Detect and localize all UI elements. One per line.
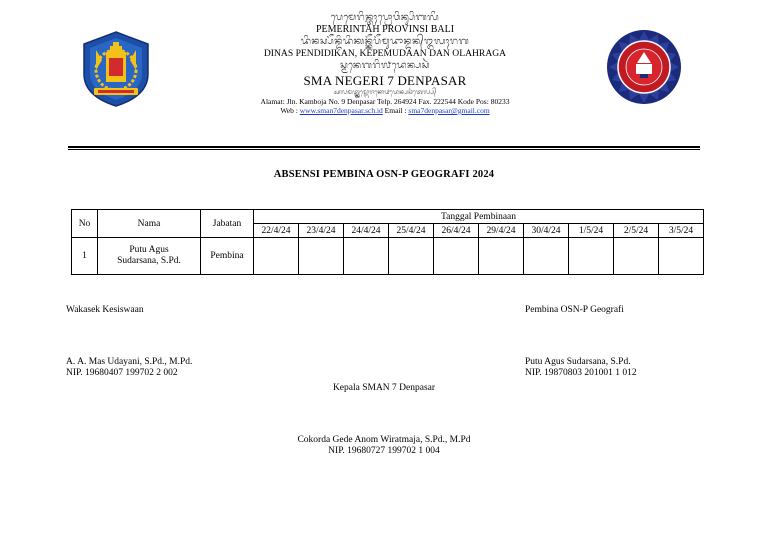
- school-name: SMA NEGERI 7 DENPASAR: [303, 73, 467, 88]
- attendance-table: [71, 209, 704, 275]
- signature-right-role: Pembina OSN-P Geografi: [525, 305, 624, 315]
- signature-right-name: Putu Agus Sudarsana, S.Pd.: [525, 357, 631, 367]
- header-name: Nama: [98, 210, 201, 238]
- signature-left-nip: NIP. 19680407 199702 2 002: [66, 368, 178, 378]
- header-date: 24/4/24: [344, 224, 389, 238]
- attendance-cell[interactable]: [434, 238, 479, 275]
- attendance-cell[interactable]: [659, 238, 704, 275]
- school-address: Alamat: Jln. Kamboja No. 9 Denpasar Telp. 264924 Fax. 222544 Kode Pos: 80233: [260, 97, 510, 106]
- website-link[interactable]: www.sman7denpasar.sch.id: [299, 106, 383, 115]
- email-label: Email :: [382, 106, 409, 115]
- attendance-cell[interactable]: [614, 238, 659, 275]
- balinese-script-address: ᬅᬮᬫᬢ᭄ᬚ᭄ᬮ᭄ᬓᬫ᭄ᬩᭀᬚᬦᭀ᭙ᬤᬾᬦ᭄ᬧᬲᬃᬢᬾᬮ᭄ᬧ᭄: [333, 89, 437, 96]
- balinese-script-line: ᬤᬶᬦᬲ᭄ᬧᭂᬦ᭄ᬤᬶᬤᬶᬓᬦ᭄ᬓᭂᬧᭂᬫᬸᬤᬵᬦ᭄ᬤᬦ᭄ᬑᬮᬄᬭᬕ: [300, 36, 470, 47]
- header-date: 23/4/24: [299, 224, 344, 238]
- header-date: 30/4/24: [524, 224, 569, 238]
- header-date: 26/4/24: [434, 224, 479, 238]
- header-date: 3/5/24: [659, 224, 704, 238]
- letterhead: [200, 12, 570, 115]
- department-name: DINAS PENDIDIKAN, KEPEMUDAAN DAN OLAHRAGA: [263, 48, 507, 59]
- signature-left-block: [66, 357, 192, 379]
- attendance-cell[interactable]: [524, 238, 569, 275]
- signature-center-name: Cokorda Gede Anom Wiratmaja, S.Pd., M.Pd: [297, 435, 471, 445]
- web-label: Web :: [280, 106, 300, 115]
- signature-right-nip: NIP. 19870803 201001 1 012: [525, 368, 637, 378]
- signature-center-nip: NIP. 19680727 199702 1 004: [328, 446, 440, 456]
- table-header-row: [72, 210, 704, 224]
- header-date: 29/4/24: [479, 224, 524, 238]
- header-date: 1/5/24: [569, 224, 614, 238]
- school-contact: [200, 106, 570, 115]
- header-no: No: [72, 210, 98, 238]
- signature-left-name: A. A. Mas Udayani, S.Pd., M.Pd.: [66, 357, 193, 367]
- letterhead-rule-thick: [68, 146, 700, 148]
- bali-province-emblem-icon: [80, 30, 152, 108]
- header-date: 2/5/24: [614, 224, 659, 238]
- cell-name-line: Putu Agus: [129, 245, 169, 255]
- balinese-script-line: ᬲ᭄ᬫᬦᬾᬕᬭᬶ᭗ᬤᬾᬦ᭄ᬧᬲᬃ: [340, 60, 430, 71]
- cell-name: [98, 238, 201, 275]
- document-title: ABSENSI PEMBINA OSN-P GEOGRAFI 2024: [273, 169, 495, 180]
- signature-right-block: [525, 357, 637, 379]
- signature-center-block: [0, 435, 768, 457]
- attendance-cell[interactable]: [344, 238, 389, 275]
- attendance-cell[interactable]: [479, 238, 524, 275]
- cell-no: 1: [72, 238, 98, 275]
- attendance-cell[interactable]: [569, 238, 614, 275]
- attendance-cell[interactable]: [389, 238, 434, 275]
- government-name: PEMERINTAH PROVINSI BALI: [315, 24, 455, 35]
- cell-position: Pembina: [201, 238, 254, 275]
- balinese-script-line: ᬧᬾᬫᬾᬭᬶᬦ᭄ᬢᬄᬧ᭄ᬭᭀᬯᬶᬦ᭄ᬲᬶᬩᬮᬶ: [330, 12, 440, 23]
- email-link[interactable]: sma7denpasar@gmail.com: [408, 106, 490, 115]
- letterhead-rule-thin: [68, 149, 700, 150]
- header-date: 22/4/24: [254, 224, 299, 238]
- attendance-cell[interactable]: [299, 238, 344, 275]
- cell-name-line: Sudarsana, S.Pd.: [117, 256, 181, 266]
- header-position: Jabatan: [201, 210, 254, 238]
- table-row: [72, 238, 704, 275]
- attendance-cell[interactable]: [254, 238, 299, 275]
- header-dates-group: Tanggal Pembinaan: [254, 210, 704, 224]
- signature-center-role: Kepala SMAN 7 Denpasar: [332, 383, 436, 393]
- signature-left-role: Wakasek Kesiswaan: [66, 305, 144, 315]
- school-emblem-icon: [605, 28, 683, 106]
- header-date: 25/4/24: [389, 224, 434, 238]
